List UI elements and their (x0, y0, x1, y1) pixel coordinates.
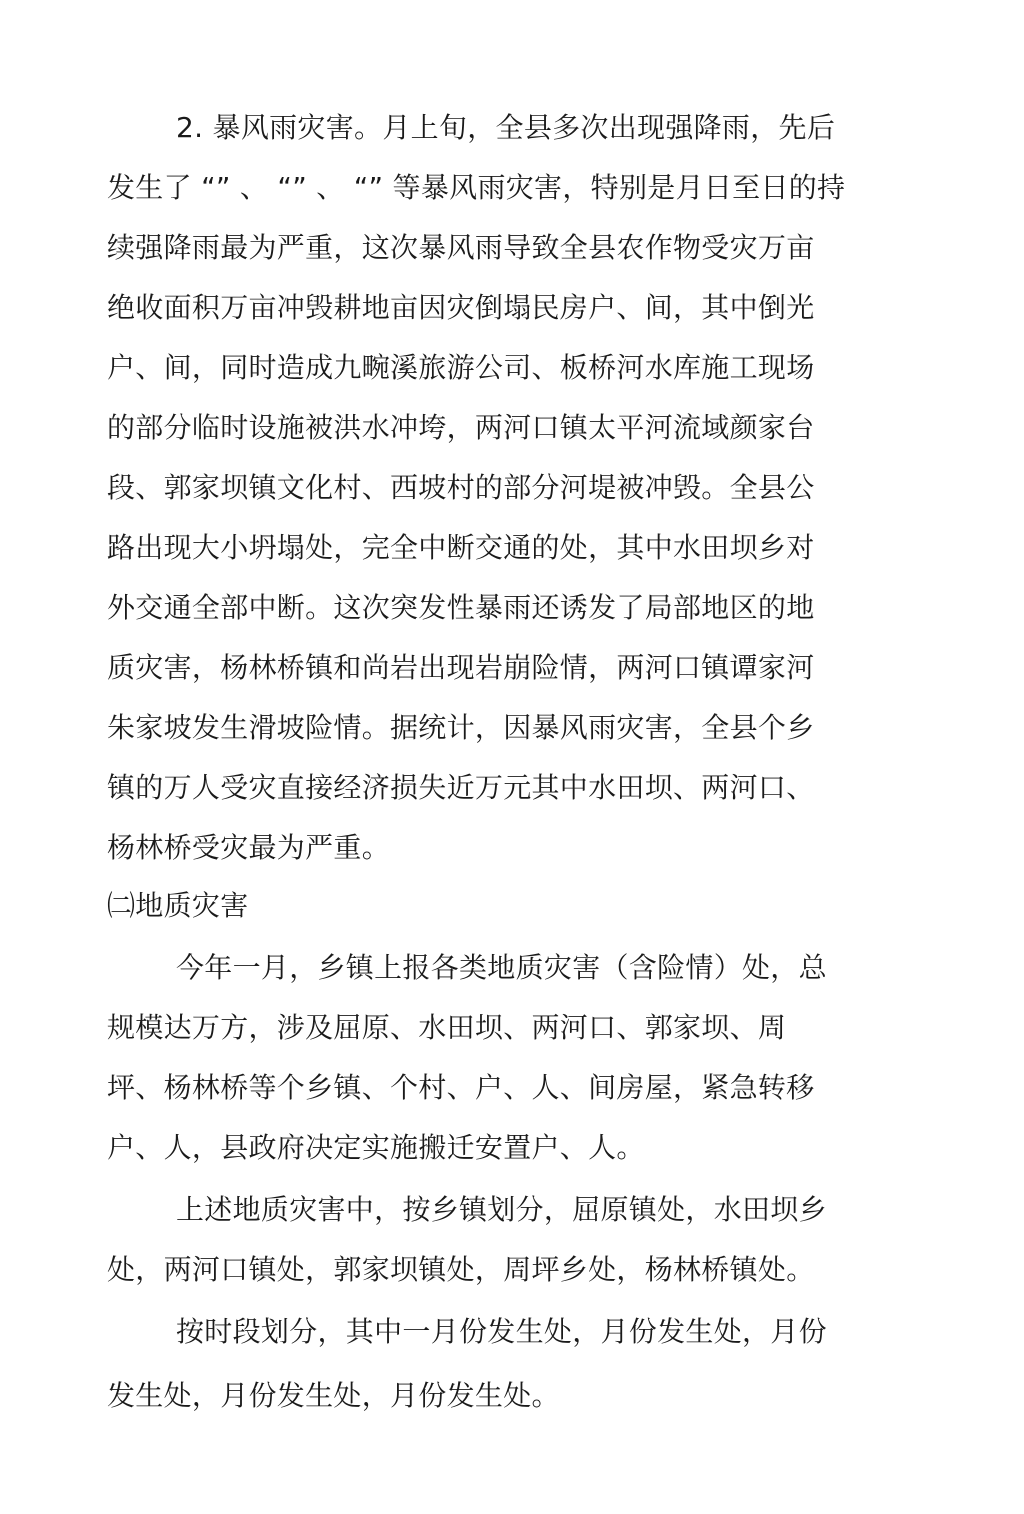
paragraph-line: 段、郭家坝镇文化村、西坡村的部分河堤被冲毁。全县公 (107, 471, 815, 504)
section-heading: ㈡地质灾害 (107, 889, 249, 922)
paragraph-line: 续强降雨最为严重，这次暴风雨导致全县农作物受灾万亩 (107, 231, 815, 264)
paragraph-line: 朱家坡发生滑坡险情。据统计，因暴风雨灾害，全县个乡 (107, 711, 815, 744)
paragraph-line: 绝收面积万亩冲毁耕地亩因灾倒塌民房户、间，其中倒光 (107, 291, 815, 324)
paragraph-line: 路出现大小坍塌处，完全中断交通的处，其中水田坝乡对 (107, 531, 815, 564)
paragraph-line: 外交通全部中断。这次突发性暴雨还诱发了局部地区的地 (107, 591, 815, 624)
paragraph-line: 今年一月，乡镇上报各类地质灾害（含险情）处，总 (176, 951, 827, 984)
paragraph-line: 发生处，月份发生处，月份发生处。 (107, 1379, 560, 1412)
paragraph-line: 杨林桥受灾最为严重。 (107, 831, 391, 864)
paragraph-line: 处，两河口镇处，郭家坝镇处，周坪乡处，杨林桥镇处。 (107, 1253, 815, 1286)
paragraph-line: 的部分临时设施被洪水冲垮，两河口镇太平河流域颜家台 (107, 411, 815, 444)
paragraph-line: 镇的万人受灾直接经济损失近万元其中水田坝、两河口、 (107, 771, 815, 804)
paragraph-line: 上述地质灾害中，按乡镇划分，屈原镇处，水田坝乡 (176, 1193, 827, 1226)
paragraph-line: 发生了 “” 、 “” 、 “” 等暴风雨灾害，特别是月日至日的持 (107, 171, 846, 204)
paragraph-line: 2. 暴风雨灾害。月上旬，全县多次出现强降雨，先后 (176, 111, 836, 144)
paragraph-line: 户、间，同时造成九畹溪旅游公司、板桥河水库施工现场 (107, 351, 815, 384)
paragraph-line: 坪、杨林桥等个乡镇、个村、户、人、间房屋，紧急转移 (107, 1071, 815, 1104)
paragraph-line: 户、人，县政府决定实施搬迁安置户、人。 (107, 1131, 645, 1164)
paragraph-line: 按时段划分，其中一月份发生处，月份发生处，月份 (176, 1315, 827, 1348)
paragraph-line: 规模达万方，涉及屈原、水田坝、两河口、郭家坝、周 (107, 1011, 787, 1044)
paragraph-line: 质灾害，杨林桥镇和尚岩出现岩崩险情，两河口镇谭家河 (107, 651, 815, 684)
